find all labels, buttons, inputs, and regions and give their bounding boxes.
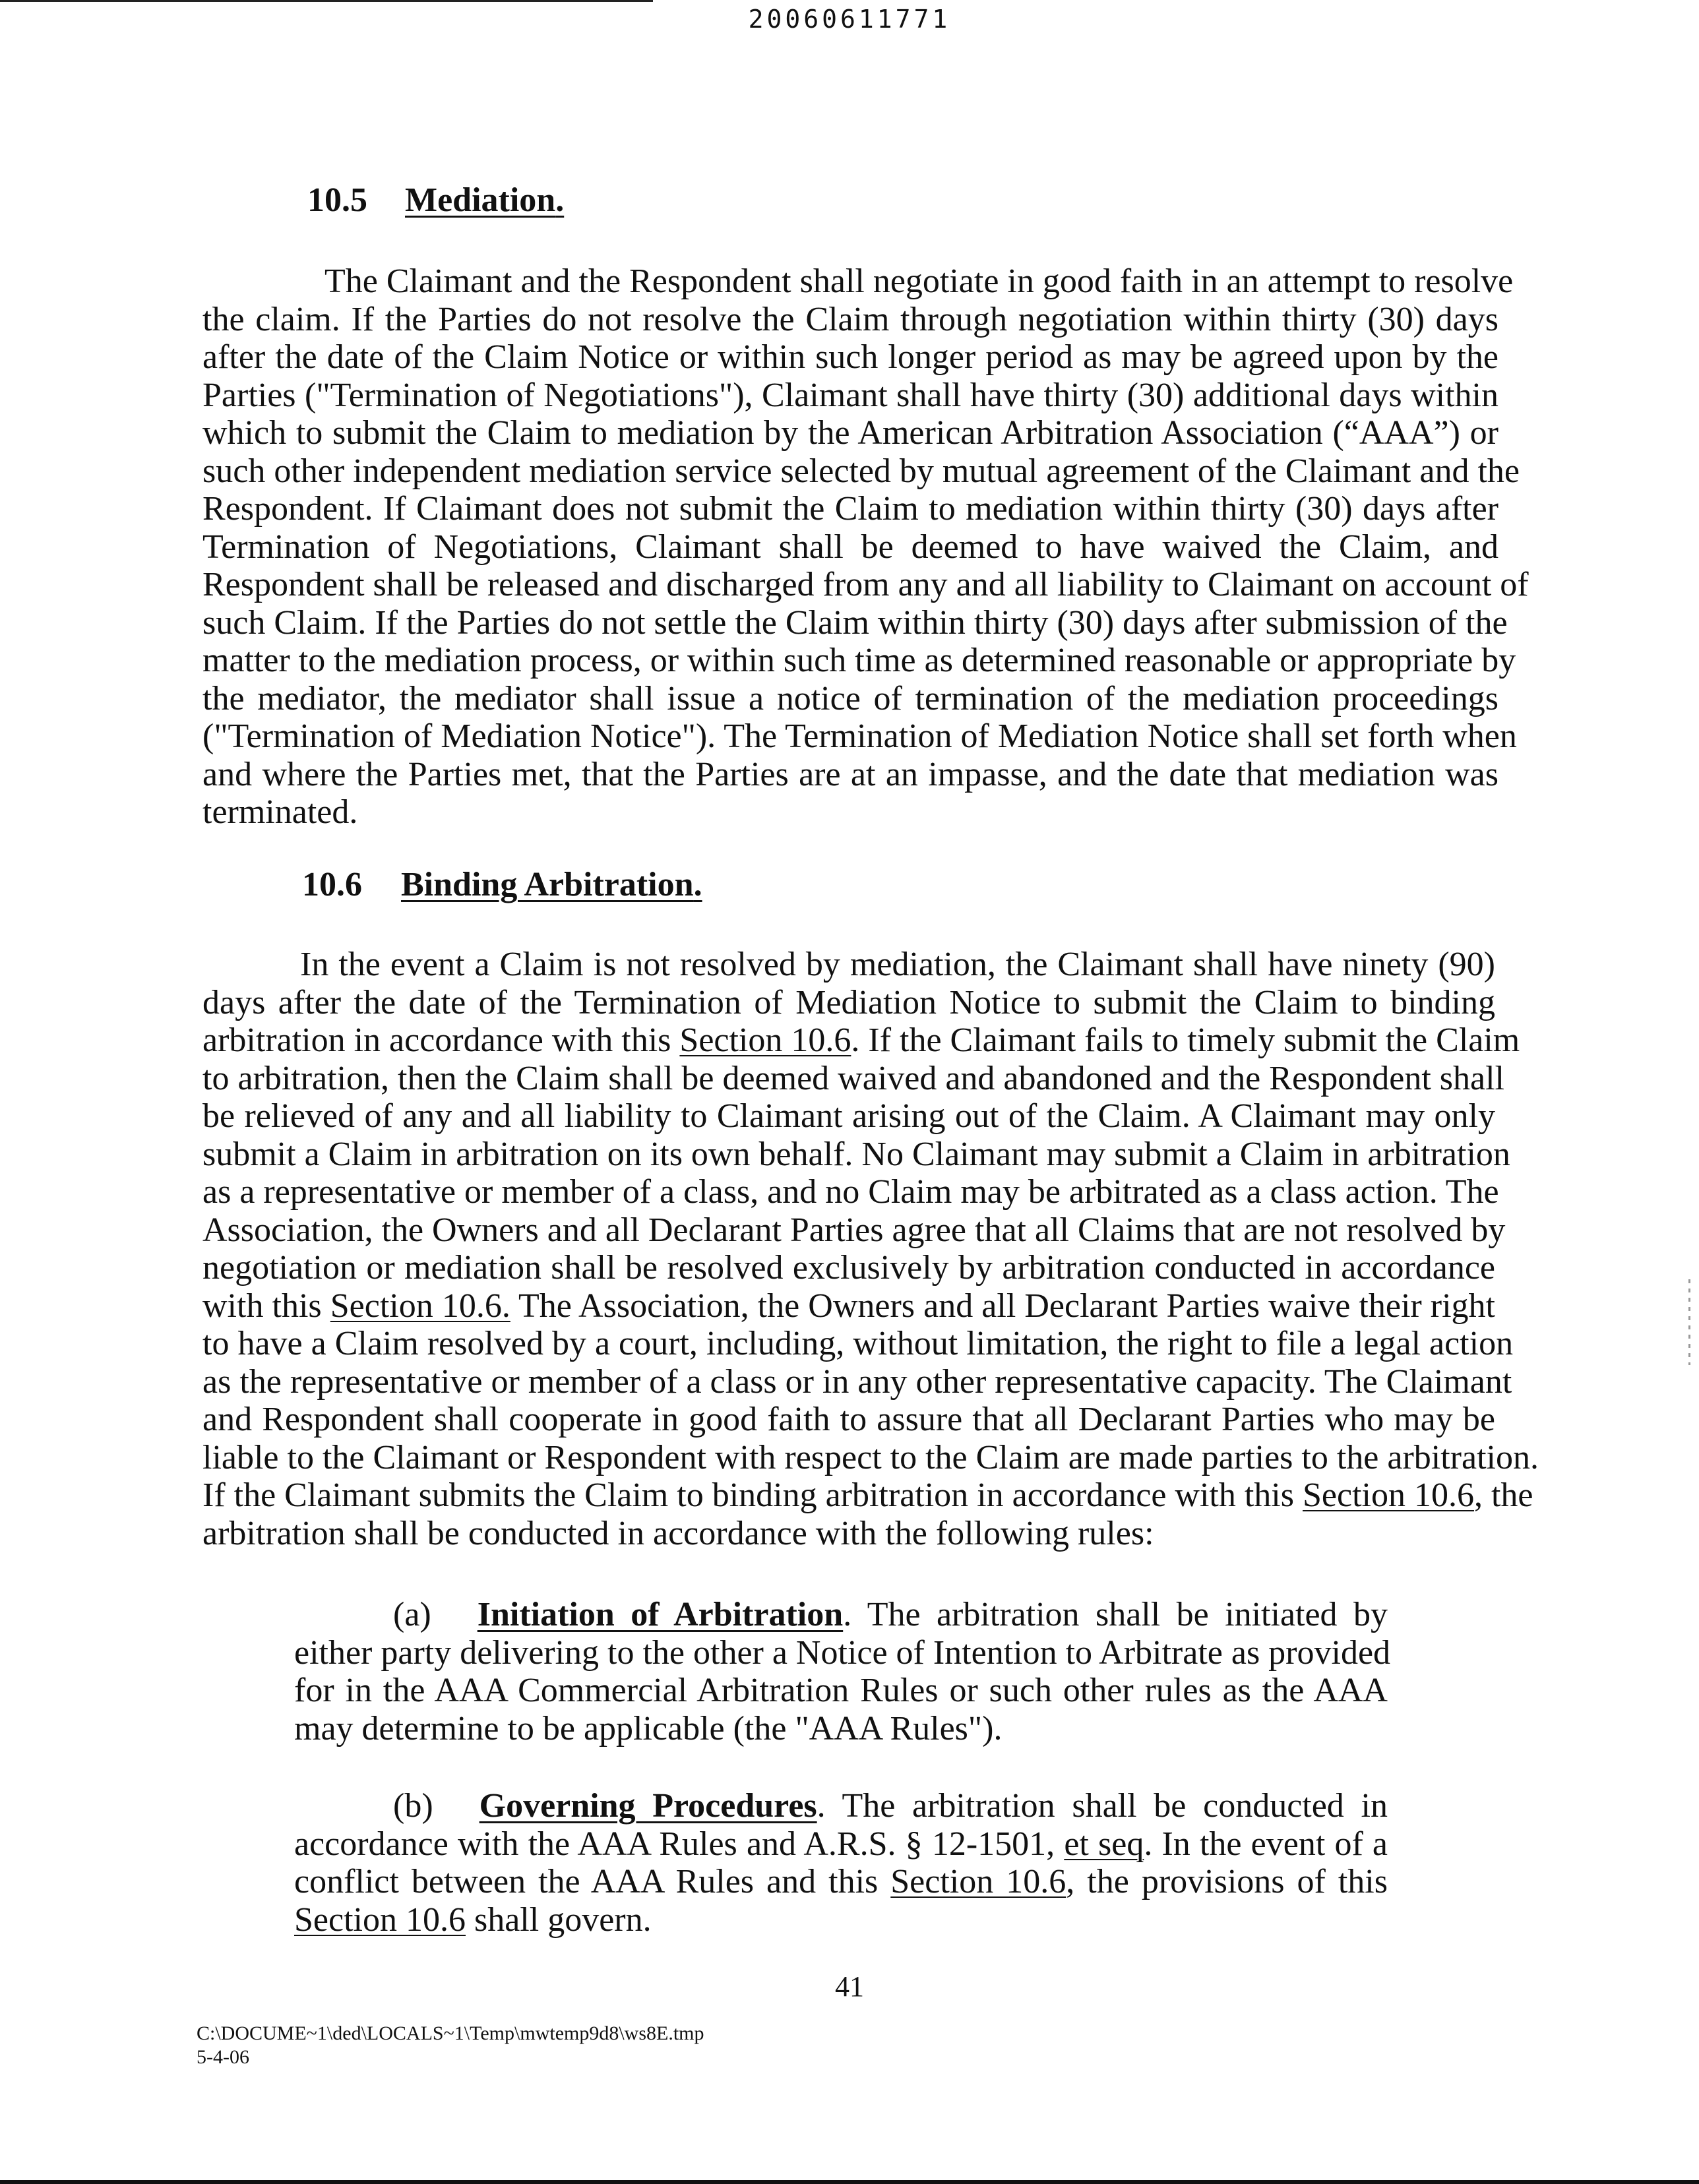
paragraph-line: after the date of the Claim Notice or within such longer period as may be agreed upon by the	[202, 338, 1498, 376]
paragraph-line: and where the Parties met, that the Parties are at an impasse, and the date that mediation was	[202, 755, 1498, 793]
subsection-b	[294, 1787, 1388, 1939]
page-number: 41	[835, 1970, 864, 2003]
paragraph-line: The Claimant and the Respondent shall negotiate in good faith in an attempt to resolve	[324, 262, 1514, 300]
section-10-6-title-suffix: .	[693, 866, 702, 903]
top-rule	[0, 0, 653, 2]
paragraph-line: for in the AAA Commercial Arbitration Rules or such other rules as the AAA	[294, 1672, 1388, 1709]
paragraph-line	[294, 1596, 1388, 1634]
paragraph-line	[294, 1825, 1388, 1864]
section-reference: Section 10.6	[294, 1900, 466, 1939]
document-number: 20060611771	[748, 5, 951, 34]
paragraph-line: as the representative or member of a class or in any other representative capacity. The Claimant	[202, 1362, 1512, 1401]
paragraph-line: either party delivering to the other a Notice of Intention to Arbitrate as provided	[294, 1633, 1391, 1672]
section-10-6-title: Binding Arbitration	[401, 866, 694, 903]
paragraph-line: Association, the Owners and all Declarant Parties agree that all Claims that are not resolved by	[202, 1211, 1506, 1249]
paragraph-line: to have a Claim resolved by a court, including, without limitation, the right to file a legal action	[202, 1325, 1514, 1362]
text-run: shall govern.	[465, 1900, 652, 1939]
text-run: . The arbitration shall be initiated by	[843, 1596, 1388, 1633]
paragraph-line: be relieved of any and all liability to Claimant arising out of the Claim. A Claimant may only	[202, 1097, 1495, 1135]
footer-file-path: C:\DOCUME~1\ded\LOCALS~1\Temp\mwtemp9d8\ws8E.tmp	[197, 2022, 704, 2044]
paragraph-line	[294, 1787, 1388, 1825]
scan-artifact-dashes	[1688, 1279, 1690, 1365]
paragraph-line: days after the date of the Termination of Mediation Notice to submit the Claim to binding	[202, 983, 1495, 1021]
section-10-5-title-wrap	[405, 181, 564, 220]
section-10-6-title-wrap	[401, 865, 702, 905]
text-run: conflict between the AAA Rules and this	[294, 1863, 891, 1900]
subsection-a-label: (a)	[393, 1596, 431, 1633]
text-run: . If the Claimant fails to timely submit the Claim	[851, 1021, 1520, 1059]
section-10-6-heading	[302, 865, 764, 905]
section-reference: Section 10.6	[1303, 1476, 1474, 1514]
bottom-rule	[0, 2180, 1699, 2184]
paragraph-line: may determine to be applicable (the "AAA Rules").	[294, 1709, 1003, 1747]
paragraph-line: In the event a Claim is not resolved by mediation, the Claimant shall have ninety (90)	[300, 946, 1495, 983]
paragraph-line: terminated.	[202, 793, 358, 831]
section-10-5-heading	[307, 181, 637, 220]
paragraph-line: Termination of Negotiations, Claimant shall be deemed to have waived the Claim, and	[202, 528, 1498, 566]
section-reference: Section 10.6	[890, 1863, 1066, 1900]
paragraph-line: arbitration shall be conducted in accordance with the following rules:	[202, 1514, 1154, 1552]
section-reference: Section 10.6.	[330, 1287, 510, 1325]
paragraph-line: the mediator, the mediator shall issue a notice of termination of the mediation proceedings	[202, 679, 1498, 717]
paragraph-line: Parties ("Termination of Negotiations"), Claimant shall have thirty (30) additional days within	[202, 376, 1498, 414]
paragraph-line: and Respondent shall cooperate in good faith to assure that all Declarant Parties who may be	[202, 1401, 1495, 1438]
paragraph-line	[202, 1476, 1533, 1515]
text-run: arbitration in accordance with this	[202, 1021, 680, 1059]
paragraph-line: submit a Claim in arbitration on its own behalf. No Claimant may submit a Claim in arbitration	[202, 1135, 1510, 1173]
section-10-5-title: Mediation	[405, 181, 556, 219]
paragraph-line	[202, 1021, 1520, 1060]
paragraph-line	[294, 1901, 1388, 1939]
et-seq: et seq	[1064, 1825, 1144, 1863]
text-run: with this	[202, 1287, 330, 1325]
subsection-a	[294, 1596, 1391, 1747]
section-reference: Section 10.6	[679, 1021, 851, 1059]
text-run: accordance with the AAA Rules and A.R.S. § 12-1501,	[294, 1825, 1065, 1863]
paragraph-line: to arbitration, then the Claim shall be deemed waived and abandoned and the Respondent shall	[202, 1059, 1504, 1097]
paragraph-line: Respondent. If Claimant does not submit the Claim to mediation within thirty (30) days after	[202, 490, 1498, 528]
text-run: . The arbitration shall be conducted in	[817, 1787, 1388, 1825]
subsection-b-label: (b)	[393, 1787, 433, 1825]
section-10-6-number: 10.6	[302, 866, 362, 903]
paragraph-line: liable to the Claimant or Respondent with respect to the Claim are made parties to the arbitration.	[202, 1438, 1539, 1476]
section-10-5-title-suffix: .	[555, 181, 565, 219]
text-run: , the provisions of this	[1066, 1863, 1388, 1900]
paragraph-line	[294, 1863, 1388, 1901]
subsection-b-title: Governing Procedures	[479, 1787, 817, 1825]
paragraph-line: which to submit the Claim to mediation by the American Arbitration Association (“AAA”) or	[202, 414, 1498, 452]
section-10-5-number: 10.5	[307, 181, 367, 219]
text-run: The Association, the Owners and all Declarant Parties waive their right	[510, 1287, 1496, 1325]
text-run: , the	[1473, 1476, 1533, 1514]
footer-date: 5-4-06	[197, 2046, 249, 2068]
paragraph-line: ("Termination of Mediation Notice"). The Termination of Mediation Notice shall set forth when	[202, 717, 1517, 755]
paragraph-line: Respondent shall be released and discharged from any and all liability to Claimant on account of	[202, 566, 1529, 603]
subsection-a-title: Initiation of Arbitration	[477, 1596, 844, 1633]
paragraph-line: such Claim. If the Parties do not settle the Claim within thirty (30) days after submission of the	[202, 603, 1508, 642]
text-run: If the Claimant submits the Claim to binding arbitration in accordance with this	[202, 1476, 1303, 1514]
paragraph-line: matter to the mediation process, or within such time as determined reasonable or appropriate by	[202, 642, 1516, 679]
paragraph-line	[202, 1287, 1495, 1325]
paragraph-line: negotiation or mediation shall be resolved exclusively by arbitration conducted in accordance	[202, 1249, 1495, 1287]
section-10-5-body	[202, 262, 1529, 832]
paragraph-line: the claim. If the Parties do not resolve the Claim through negotiation within thirty (30) days	[202, 300, 1498, 338]
paragraph-line: as a representative or member of a class, and no Claim may be arbitrated as a class action. The	[202, 1173, 1499, 1211]
section-10-6-body	[202, 946, 1539, 1552]
paragraph-line: such other independent mediation service selected by mutual agreement of the Claimant and the	[202, 452, 1520, 490]
text-run: . In the event of a	[1144, 1825, 1388, 1863]
